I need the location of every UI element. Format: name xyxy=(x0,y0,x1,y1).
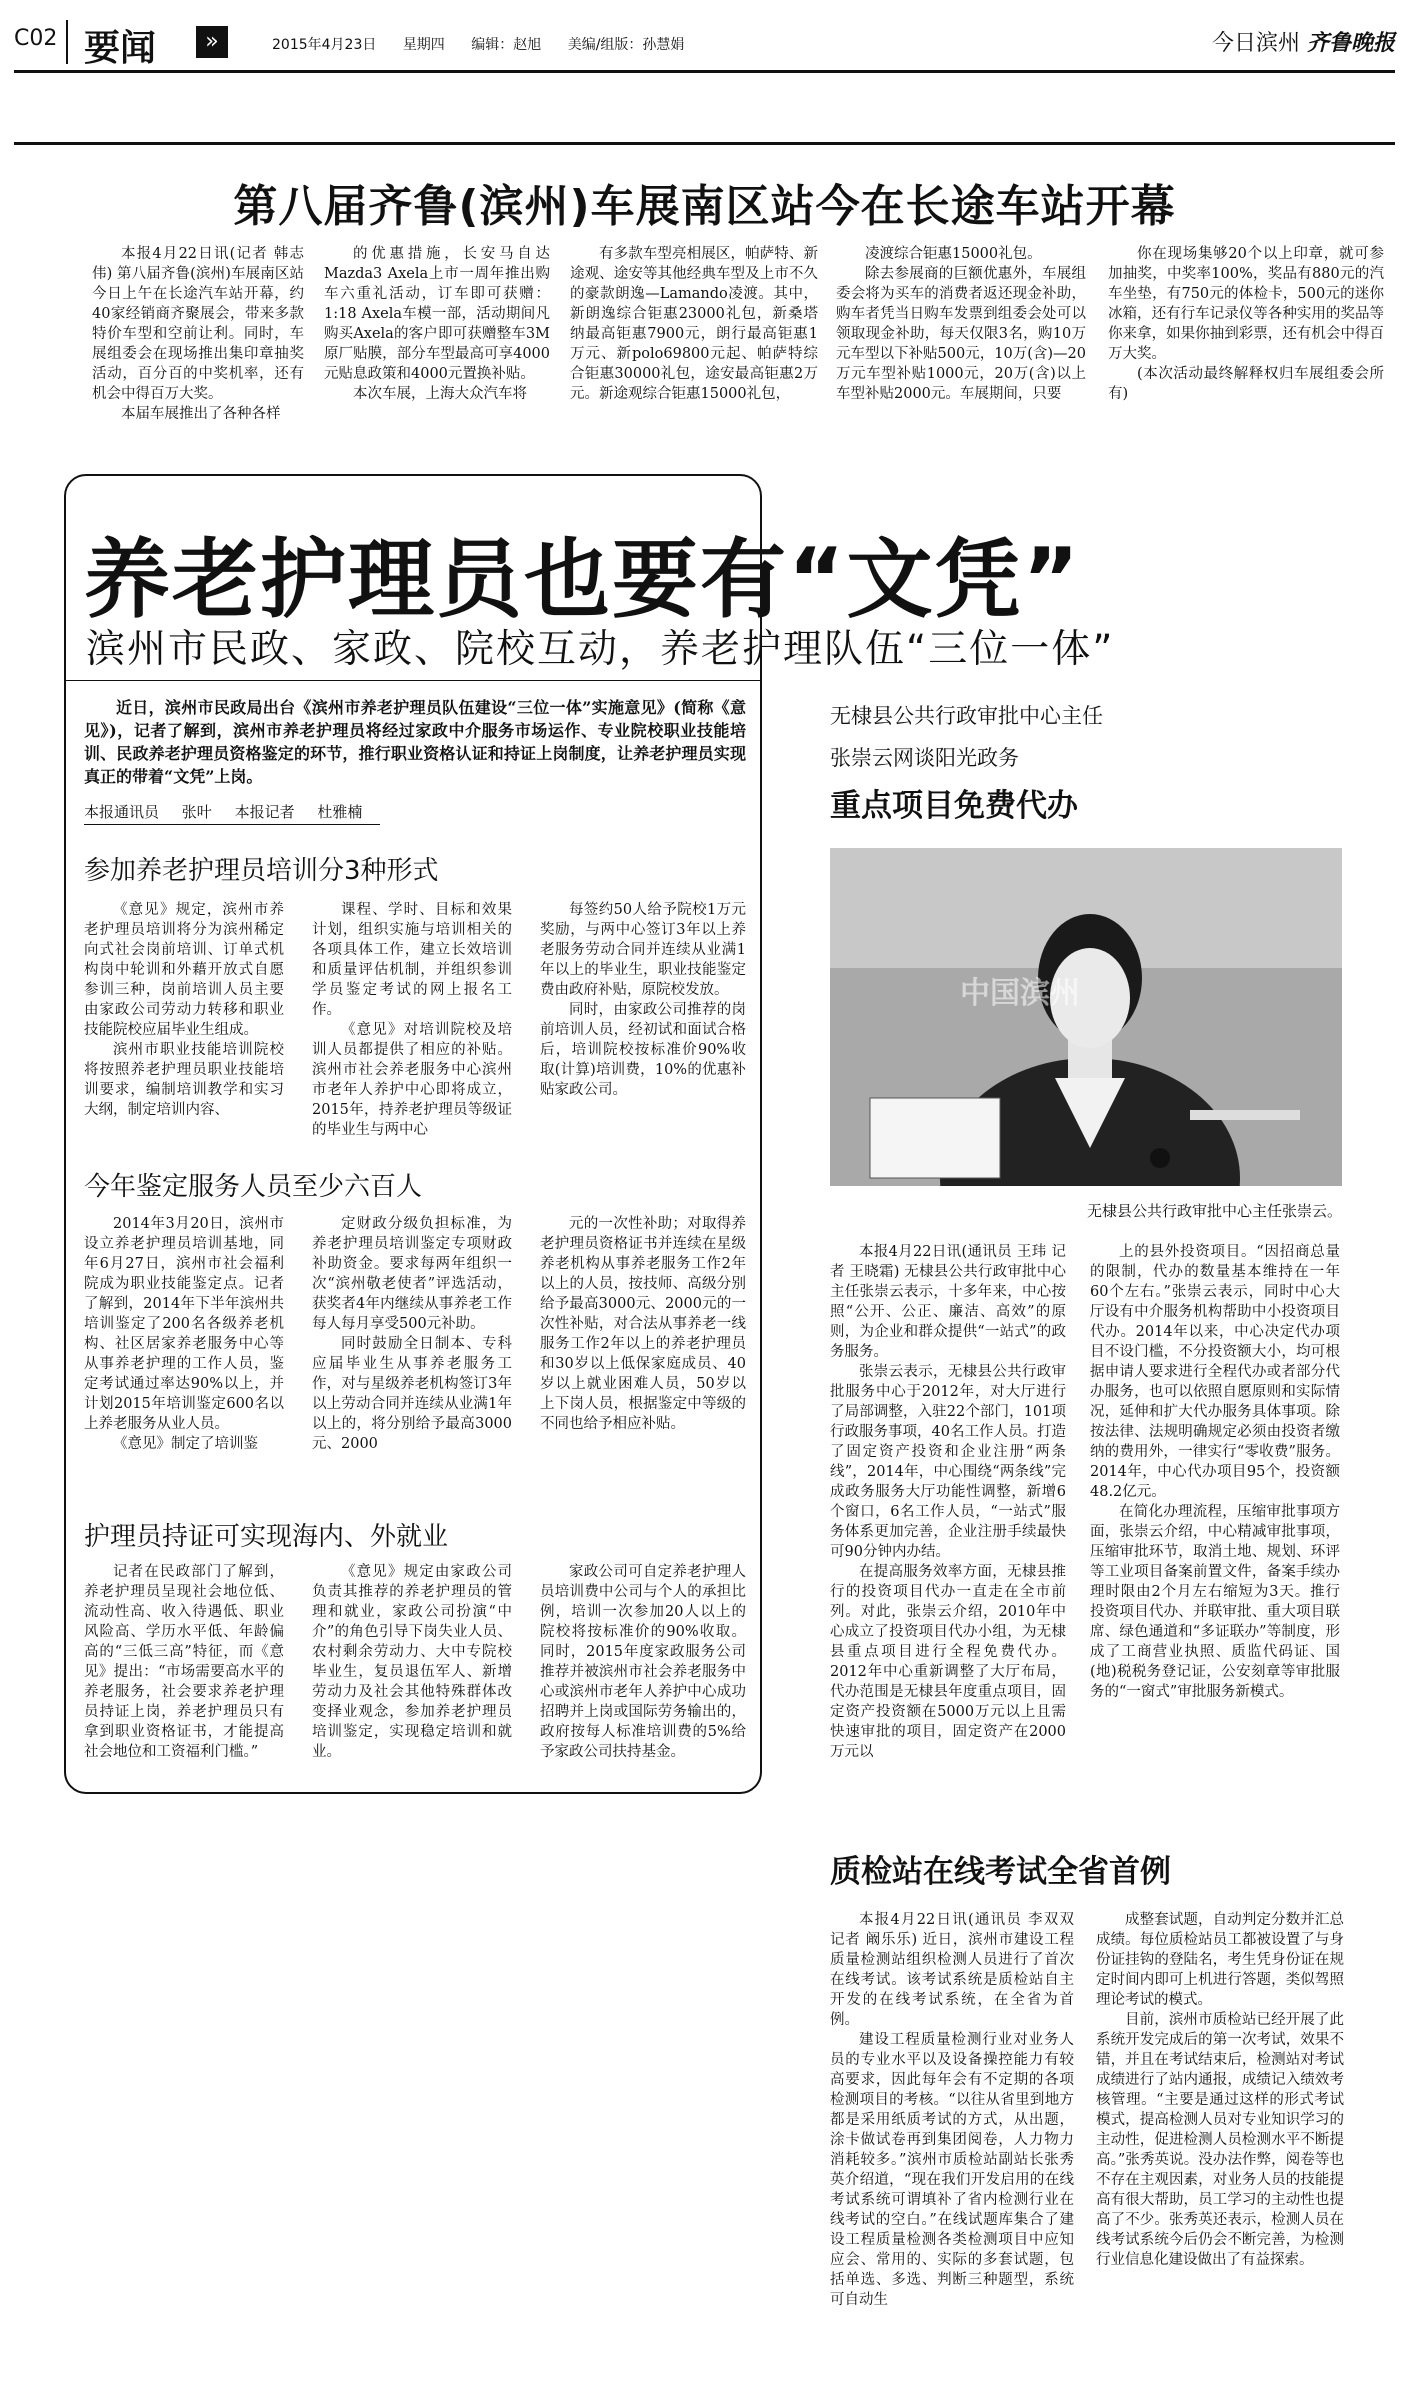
paragraph: 元的一次性补助；对取得养老护理员资格证书并连续在星级养老机构从事养老服务工作2年以上的人员，按技师、高级分别给予最高3000元、2000元的一次性补贴，对合法从事养老一线服务工作2年以上的养老护理员和30岁以上低保家庭成员、40岁以上就业困难人员，50岁以上下岗人员，根据鉴定中等级的不同也给予相应补贴。 xyxy=(540,1216,746,1432)
byline-name: 杜雅楠 xyxy=(317,803,363,821)
paragraph: 有多款车型亮相展区，帕萨特、新途观、途安等其他经典车型及上市不久的豪款朗逸—Lamando凌渡。其中，新朗逸综合钜惠23000礼包，新桑塔纳最高钜惠7900元，朗行最高钜惠1万元、新polo69800元起、帕萨特综合钜惠30000礼包，途安最高钜惠2万元。新途观综合钜惠15000礼包， xyxy=(570,246,818,402)
paragraph: 你在现场集够20个以上印章，就可参加抽奖，中奖率100%，奖品有880元的汽车坐垫，有750元的体检卡，500元的迷你冰箱，还有行车记录仪等各种实用的奖品等你来拿，如果你抽到彩票，还有机会中得百万大奖。 xyxy=(1108,246,1384,362)
section-title: 要闻 xyxy=(84,28,157,69)
byline-role: 本报记者 xyxy=(234,803,295,821)
paragraph: 《意见》制定了培训鉴 xyxy=(113,1436,258,1452)
newspaper-brand xyxy=(1212,26,1395,57)
article2-column xyxy=(312,1562,512,1784)
header-divider xyxy=(66,20,68,64)
article2-section-heading: 护理员持证可实现海内、外就业 xyxy=(84,1522,449,1552)
article2-section-heading: 今年鉴定服务人员至少六百人 xyxy=(84,1172,423,1202)
paragraph: 本届车展推出了各种各样 xyxy=(121,406,281,422)
article2-intro-text: 近日，滨州市民政局出台《滨州市养老护理员队伍建设“三位一体”实施意见》(简称《意见》)，记者了解到，滨州市养老护理员将经过家政中介服务市场运作、专业院校职业技能培训、民政养老护理员资格鉴定的环节，推行职业资格认证和持证上岗制度，让养老护理员实现真正的带着“文凭”上岗。 xyxy=(84,698,746,786)
paragraph: 滨州市职业技能培训院校将按照养老护理员职业技能培训要求，编制培训教学和实习大纲，制定培训内容、 xyxy=(84,1042,284,1118)
double-chevron-icon: » xyxy=(196,26,228,58)
paragraph: 同时，由家政公司推荐的岗前培训人员，经初试和面试合格后，培训院校按标准价90%收取(计算)培训费，10%的优惠补贴家政公司。 xyxy=(540,1002,746,1098)
article1-column xyxy=(92,244,304,444)
paragraph: 《意见》规定由家政公司负责其推荐的养老护理员的管理和就业，家政公司扮演“中介”的角色引导下岗失业人员、农村剩余劳动力、大中专院校毕业生，复员退伍军人、新增劳动力及社会其他特殊群体改变择业观念，参加养老护理员培训鉴定，实现稳定培训和就业。 xyxy=(312,1564,512,1760)
article3-column xyxy=(830,1242,1066,1772)
article4-column xyxy=(1096,1910,1344,2370)
paragraph: 本报4月22日讯(通讯员 王玮 记者 王晓霜) 无棣县公共行政审批中心主任张崇云表示，十多年来，中心按照“公开、公正、廉洁、高效”的原则，为企业和群众提供“一站式”的政务服务。 xyxy=(830,1244,1066,1360)
paragraph: 2014年3月20日，滨州市设立养老护理员培训基地，同年6月27日，滨州市社会福利院成为职业技能鉴定点。记者了解到，2014年下半年滨州共培训鉴定了200名各级养老机构、社区居家养老服务中心等从事养老护理的工作人员，鉴定考试通过率达90%以上，并计划2015年培训鉴定600名以上养老服务从业人员。 xyxy=(84,1216,284,1432)
paragraph: 上的县外投资项目。“因招商总量的限制，代办的数量基本维持在一年60个左右。”张崇云表示，同时中心大厅设有中介服务机构帮助中小投资项目代办。2014年以来，中心决定代办项目不设门槛，不分投资额大小，均可根据申请人要求进行全程代办或者部分代办服务，也可以依照自愿原则和实际情况，延伸和扩大代办服务具体事项。除按法律、法规明确规定必须由投资者缴纳的费用外，一律实行“零收费”服务。2014年，中心代办项目95个，投资额48.2亿元。 xyxy=(1090,1244,1340,1500)
paragraph: 《意见》规定，滨州市养老护理员培训将分为滨州稀定向式社会岗前培训、订单式机构岗中轮训和外藉开放式自愿参训三种，岗前培训人员主要由家政公司劳动力转移和职业技能院校应届毕业生组成。 xyxy=(84,902,284,1038)
paragraph: 记者在民政部门了解到，养老护理员呈现社会地位低、流动性高、收入待遇低、职业风险高、学历水平低、年龄偏高的“三低三高”特征，而《意见》提出：“市场需要高水平的养老服务，社会要求养老护理员持证上岗，养老护理员只有拿到职业资格证书，才能提高社会地位和工资福利门槛。” xyxy=(84,1564,284,1760)
header-weekday: 星期四 xyxy=(402,37,445,53)
paragraph: 本报4月22日讯(通讯员 李双双 记者 阚乐乐) 近日，滨州市建设工程质量检测站组织检测人员进行了首次在线考试。该考试系统是质检站自主开发的在线考试系统，在全省为首例。 xyxy=(830,1912,1074,2028)
header-meta xyxy=(272,34,706,54)
article1-column xyxy=(570,244,818,444)
paragraph: 在提高服务效率方面，无棣县推行的投资项目代办一直走在全市前列。对此，张崇云介绍，2010年中心成立了投资项目代办小组，为无棣县重点项目进行全程免费代办。2012年中心重新调整了大厅布局，代办范围是无棣县年度重点项目，固定资产投资额在5000万元以上且需快速审批的项目，固定资产在2000万元以 xyxy=(830,1564,1066,1760)
article2-column xyxy=(540,1562,746,1784)
article2-section-heading: 参加养老护理员培训分3种形式 xyxy=(84,856,439,886)
paragraph: 本报4月22日讯(记者 韩志伟) 第八届齐鲁(滨州)车展南区站今日上午在长途汽车站开幕，约40家经销商齐聚展会，带来多款特价车型和空前让利。同时，车展组委会在现场推出集印章抽奖活动，百分百的中奖机率，还有机会中得百万大奖。 xyxy=(92,246,304,402)
paragraph: 定财政分级负担标准，为养老护理员培训鉴定专项财政补助资金。要求每两年组织一次“滨州敬老使者”评选活动，获奖者4年内继续从事养老工作每人每月享受500元补助。 xyxy=(312,1216,512,1332)
brand-prefix: 今日滨州 xyxy=(1211,31,1300,56)
portrait-illustration xyxy=(830,848,1342,1186)
article3-column xyxy=(1090,1242,1340,1772)
byline-role: 本报通讯员 xyxy=(84,803,160,821)
article2-column xyxy=(84,1214,284,1504)
article4-headline: 质检站在线考试全省首例 xyxy=(830,1854,1171,1890)
article2-column xyxy=(540,900,746,1150)
paragraph: 除去参展商的巨额优惠外，车展组委会将为买车的消费者返还现金补助，购车者凭当日购车发票到组委会处可以领取现金补助，每天仅限3名，购10万元车型以下补贴500元，10万(含)—20万元车型补贴1000元，20万(含)以上车型补贴2000元。车展期间，只要 xyxy=(836,266,1086,402)
portrait-photo xyxy=(830,848,1342,1186)
article2-title-rule xyxy=(64,680,762,681)
article1-column xyxy=(836,244,1086,444)
article1-column xyxy=(324,244,550,444)
article1-column xyxy=(1108,244,1384,444)
article2-column xyxy=(312,1214,512,1504)
article3-kicker: 张崇云网谈阳光政务 xyxy=(830,746,1019,770)
paragraph: (本次活动最终解释权归车展组委会所有) xyxy=(1108,366,1384,402)
article2-headline: 养老护理员也要有“文凭” xyxy=(84,530,1082,630)
article2-column xyxy=(540,1214,746,1504)
paragraph: 在简化办理流程，压缩审批事项方面，张崇云介绍，中心精减审批事项，压缩审批环节，取消土地、规划、环评等工业项目备案前置文件，备案手续办理时限由2个月左右缩短为3天。推行投资项目代办、并联审批、重大项目联席、绿色通道和“多证联办”等制度，形成了工商营业执照、质监代码证、国(地)税税务登记证，公安刻章等审批服务的“一窗式”审批服务新模式。 xyxy=(1090,1504,1340,1700)
article2-column xyxy=(84,900,284,1150)
article2-subtitle: 滨州市民政、家政、院校互动，养老护理队伍“三位一体” xyxy=(86,627,1115,672)
paragraph: 课程、学时、目标和效果计划，组织实施与培训相关的各项具体工作，建立长效培训和质量评估机制，并组织参训学员鉴定考试的网上报名工作。 xyxy=(312,902,512,1018)
paragraph: 张崇云表示，无棣县公共行政审批服务中心于2012年，对大厅进行了局部调整，入驻22个部门，101项行政服务事项，40名工作人员。打造了固定资产投资和企业注册“两条线”，2014年，中心围绕“两条线”完成政务服务大厅功能性调整，新增6个窗口，6名工作人员，“一站式”服务体系更加完善，企业注册手续最快可90分钟内办结。 xyxy=(830,1364,1066,1560)
paragraph: 本次车展，上海大众汽车将 xyxy=(353,386,527,402)
paragraph: 每签约50人给予院校1万元奖励，与两中心签订3年以上养老服务劳动合同并连续从业满1年以上的毕业生，职业技能鉴定费由政府补贴，原院校发放。 xyxy=(540,902,746,998)
article3-headline: 重点项目免费代办 xyxy=(830,788,1078,824)
header-design: 美编/组版：孙慧娟 xyxy=(567,37,685,53)
article4-column xyxy=(830,1910,1074,2370)
header-rule xyxy=(14,70,1395,73)
paragraph: 《意见》对培训院校及培训人员都提供了相应的补贴。滨州市社会养老服务中心滨州市老年人养护中心即将成立，2015年，持养老护理员等级证的毕业生与两中心 xyxy=(312,1022,512,1138)
byline-name: 张叶 xyxy=(181,803,212,821)
article2-column xyxy=(312,900,512,1150)
article3-kicker: 无棣县公共行政审批中心主任 xyxy=(830,704,1103,728)
header-date: 2015年4月23日 xyxy=(272,37,377,53)
paragraph: 家政公司可自定养老护理人员培训费中公司与个人的承担比例，培训一次参加20人以上的院校将按标准价的90%收取。同时，2015年度家政服务公司推荐并被滨州市社会养老服务中心或滨州市老年人养护中心成功招聘并上岗或国际劳务输出的，政府按每人标准培训费的5%给予家政公司扶持基金。 xyxy=(540,1564,746,1760)
article2-intro xyxy=(84,696,746,788)
article2-column xyxy=(84,1562,284,1784)
paragraph: 目前，滨州市质检站已经开展了此系统开发完成后的第一次考试，效果不错，并且在考试结束后，检测站对考试成绩进行了站内通报，成绩记入绩效考核管理。“主要是通过这样的形式考试模式，提高检测人员对专业知识学习的主动性，促进检测人员检测水平不断提高。”张秀英说。没办法作弊，阅卷等也不存在主观因素，对业务人员的技能提高有很大帮助，员工学习的主动性也提高了不少。张秀英还表示，检测人员在线考试系统今后仍会不断完善，为检测行业信息化建设做出了有益探索。 xyxy=(1096,2012,1344,2268)
photo-watermark: 中国滨州 xyxy=(960,976,1080,1011)
paragraph: 成整套试题，自动判定分数并汇总成绩。每位质检站员工都被设置了与身份证挂钩的登陆名，考生凭身份证在规定时间内即可上机进行答题，类似驾照理论考试的模式。 xyxy=(1096,1912,1344,2008)
header-editor: 编辑：赵旭 xyxy=(471,37,542,53)
article2-byline xyxy=(84,801,380,825)
page-number: C02 xyxy=(14,26,58,51)
paragraph: 的优惠措施，长安马自达Mazda3 Axela上市一周年推出购车六重礼活动，订车即可获赠：1:18 Axela车模一部，活动期间凡购买Axela的客户即可获赠整车3M原厂贴膜，部分车型最高可享4000元贴息政策和4000元置换补贴。 xyxy=(324,246,550,382)
brand-logo: 齐鲁晚报 xyxy=(1306,30,1395,56)
top-rule xyxy=(14,142,1395,145)
paragraph: 凌渡综合钜惠15000礼包。 xyxy=(865,246,1042,262)
photo-caption: 无棣县公共行政审批中心主任张崇云。 xyxy=(1086,1202,1342,1220)
paragraph: 同时鼓励全日制本、专科应届毕业生从事养老服务工作，对与星级养老机构签订3年以上劳动合同并连续从业满1年以上的，将分别给予最高3000元、2000 xyxy=(312,1336,512,1452)
article1-headline: 第八届齐鲁(滨州)车展南区站今在长途车站开幕 xyxy=(233,181,1176,232)
paragraph: 建设工程质量检测行业对业务人员的专业水平以及设备操控能力有较高要求，因此每年会有不定期的各项检测项目的考核。“以往从省里到地方都是采用纸质考试的方式，从出题，涂卡做试卷再到集团阅卷，人力物力消耗较多。”滨州市质检站副站长张秀英介绍道，“现在我们开发启用的在线考试系统可谓填补了省内检测行业在线考试的空白。”在线试题库集合了建设工程质量检测各类检测项目中应知应会、常用的、实际的多套试题，包括单选、多选、判断三种题型，系统可自动生 xyxy=(830,2032,1074,2308)
